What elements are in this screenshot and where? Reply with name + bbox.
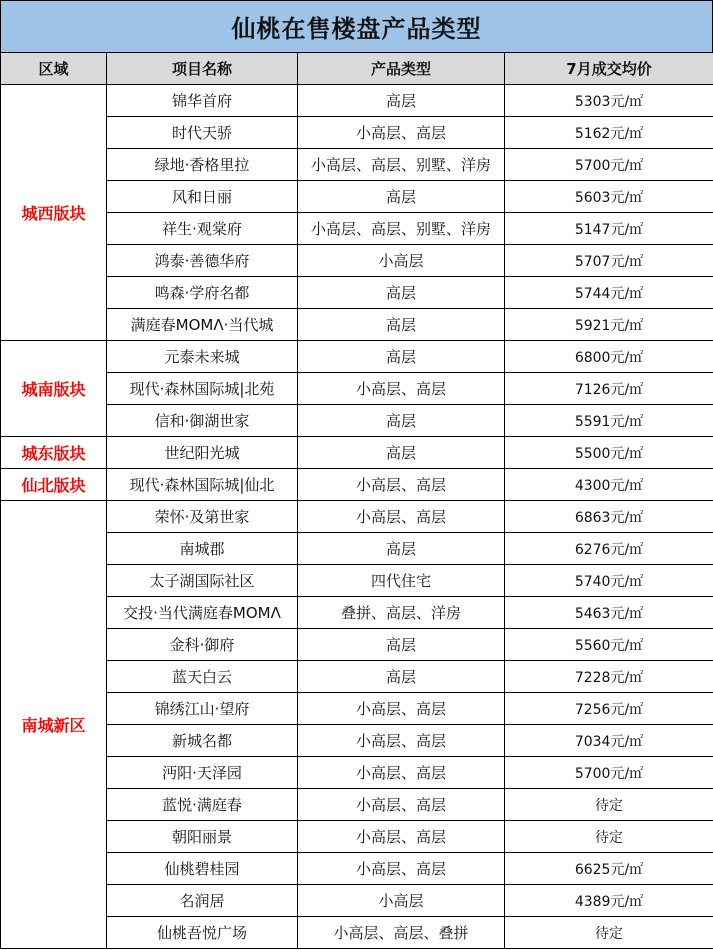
avg-price-cell: 5921元/㎡ (505, 309, 713, 341)
header-avg-price: 7月成交均价 (505, 53, 713, 85)
avg-price-cell: 5707元/㎡ (505, 245, 713, 277)
table-row (1, 789, 713, 821)
project-name-cell: 交投·当代满庭春MOMΛ (107, 597, 298, 629)
project-name-cell: 世纪阳光城 (107, 437, 298, 469)
project-name-cell: 南城郡 (107, 533, 298, 565)
product-type-cell: 小高层、高层 (298, 469, 505, 501)
avg-price-cell: 6276元/㎡ (505, 533, 713, 565)
product-type-cell: 小高层、高层 (298, 693, 505, 725)
product-type-cell: 小高层、高层、别墅、洋房 (298, 149, 505, 181)
avg-price-cell: 5147元/㎡ (505, 213, 713, 245)
table-row (1, 597, 713, 629)
product-type-cell: 小高层、高层 (298, 373, 505, 405)
product-type-cell: 高层 (298, 85, 505, 117)
project-name-cell: 现代·森林国际城|仙北 (107, 469, 298, 501)
table-row (1, 757, 713, 789)
product-type-cell: 高层 (298, 661, 505, 693)
table-row (1, 917, 713, 949)
project-name-cell: 仙桃碧桂园 (107, 853, 298, 885)
header-row (1, 53, 713, 85)
project-name-cell: 鸿泰·善德华府 (107, 245, 298, 277)
avg-price-cell: 6625元/㎡ (505, 853, 713, 885)
listings-table (0, 52, 713, 949)
project-name-cell: 沔阳·天泽园 (107, 757, 298, 789)
header-product-type: 产品类型 (298, 53, 505, 85)
table-row (1, 373, 713, 405)
avg-price-cell: 待定 (505, 789, 713, 821)
avg-price-cell: 4300元/㎡ (505, 469, 713, 501)
avg-price-cell: 5700元/㎡ (505, 757, 713, 789)
project-name-cell: 蓝悦·满庭春 (107, 789, 298, 821)
project-name-cell: 锦华首府 (107, 85, 298, 117)
table-row (1, 885, 713, 917)
avg-price-cell: 6800元/㎡ (505, 341, 713, 373)
project-name-cell: 满庭春MOMΛ·当代城 (107, 309, 298, 341)
header-project-name: 项目名称 (107, 53, 298, 85)
product-type-cell: 高层 (298, 629, 505, 661)
table-row (1, 85, 713, 117)
avg-price-cell: 6863元/㎡ (505, 501, 713, 533)
table-row (1, 149, 713, 181)
table-row (1, 181, 713, 213)
project-name-cell: 朝阳丽景 (107, 821, 298, 853)
table-row (1, 405, 713, 437)
header-region: 区域 (1, 53, 107, 85)
region-cell: 城南版块 (1, 341, 107, 437)
table-row (1, 629, 713, 661)
table-row (1, 661, 713, 693)
table-row (1, 501, 713, 533)
table-body (1, 85, 713, 949)
product-type-cell: 小高层、高层 (298, 757, 505, 789)
region-cell: 城东版块 (1, 437, 107, 469)
project-name-cell: 风和日丽 (107, 181, 298, 213)
product-type-cell: 小高层 (298, 245, 505, 277)
avg-price-cell: 5500元/㎡ (505, 437, 713, 469)
table-row (1, 853, 713, 885)
table-row (1, 277, 713, 309)
avg-price-cell: 7256元/㎡ (505, 693, 713, 725)
avg-price-cell: 7034元/㎡ (505, 725, 713, 757)
project-name-cell: 现代·森林国际城|北苑 (107, 373, 298, 405)
project-name-cell: 太子湖国际社区 (107, 565, 298, 597)
project-name-cell: 信和·御湖世家 (107, 405, 298, 437)
avg-price-cell: 5591元/㎡ (505, 405, 713, 437)
product-type-cell: 小高层、高层 (298, 725, 505, 757)
avg-price-cell: 5603元/㎡ (505, 181, 713, 213)
avg-price-cell: 4389元/㎡ (505, 885, 713, 917)
product-type-cell: 小高层、高层、别墅、洋房 (298, 213, 505, 245)
product-type-cell: 高层 (298, 181, 505, 213)
avg-price-cell: 7126元/㎡ (505, 373, 713, 405)
project-name-cell: 时代天骄 (107, 117, 298, 149)
table-row (1, 309, 713, 341)
project-name-cell: 名润居 (107, 885, 298, 917)
product-type-cell: 小高层、高层 (298, 117, 505, 149)
table-row (1, 821, 713, 853)
avg-price-cell: 5463元/㎡ (505, 597, 713, 629)
table-title: 仙桃在售楼盘产品类型 (0, 0, 713, 53)
product-type-cell: 小高层、高层 (298, 821, 505, 853)
project-name-cell: 蓝天白云 (107, 661, 298, 693)
product-type-cell: 高层 (298, 405, 505, 437)
table-row (1, 245, 713, 277)
product-type-cell: 小高层、高层 (298, 853, 505, 885)
project-name-cell: 荣怀·及第世家 (107, 501, 298, 533)
project-name-cell: 鸣森·学府名都 (107, 277, 298, 309)
table-row (1, 341, 713, 373)
avg-price-cell: 5560元/㎡ (505, 629, 713, 661)
avg-price-cell: 5740元/㎡ (505, 565, 713, 597)
project-name-cell: 仙桃吾悦广场 (107, 917, 298, 949)
product-type-cell: 叠拼、高层、洋房 (298, 597, 505, 629)
project-name-cell: 绿地·香格里拉 (107, 149, 298, 181)
project-name-cell: 金科·御府 (107, 629, 298, 661)
table-row (1, 117, 713, 149)
region-cell: 南城新区 (1, 501, 107, 949)
project-name-cell: 元泰未来城 (107, 341, 298, 373)
table-row (1, 693, 713, 725)
product-type-cell: 小高层、高层 (298, 789, 505, 821)
project-name-cell: 新城名都 (107, 725, 298, 757)
avg-price-cell: 5162元/㎡ (505, 117, 713, 149)
table-row (1, 565, 713, 597)
avg-price-cell: 待定 (505, 821, 713, 853)
product-type-cell: 高层 (298, 533, 505, 565)
product-type-cell: 小高层 (298, 885, 505, 917)
product-type-cell: 高层 (298, 341, 505, 373)
avg-price-cell: 7228元/㎡ (505, 661, 713, 693)
project-name-cell: 祥生·观棠府 (107, 213, 298, 245)
product-type-cell: 高层 (298, 437, 505, 469)
product-type-cell: 四代住宅 (298, 565, 505, 597)
table-row (1, 213, 713, 245)
product-type-cell: 高层 (298, 277, 505, 309)
region-cell: 仙北版块 (1, 469, 107, 501)
region-cell: 城西版块 (1, 85, 107, 341)
project-name-cell: 锦绣江山·望府 (107, 693, 298, 725)
table-row (1, 437, 713, 469)
product-type-cell: 小高层、高层、叠拼 (298, 917, 505, 949)
table-row (1, 469, 713, 501)
product-type-cell: 小高层、高层 (298, 501, 505, 533)
avg-price-cell: 5303元/㎡ (505, 85, 713, 117)
table-row (1, 533, 713, 565)
avg-price-cell: 5744元/㎡ (505, 277, 713, 309)
table-row (1, 725, 713, 757)
avg-price-cell: 5700元/㎡ (505, 149, 713, 181)
avg-price-cell: 待定 (505, 917, 713, 949)
product-type-cell: 高层 (298, 309, 505, 341)
